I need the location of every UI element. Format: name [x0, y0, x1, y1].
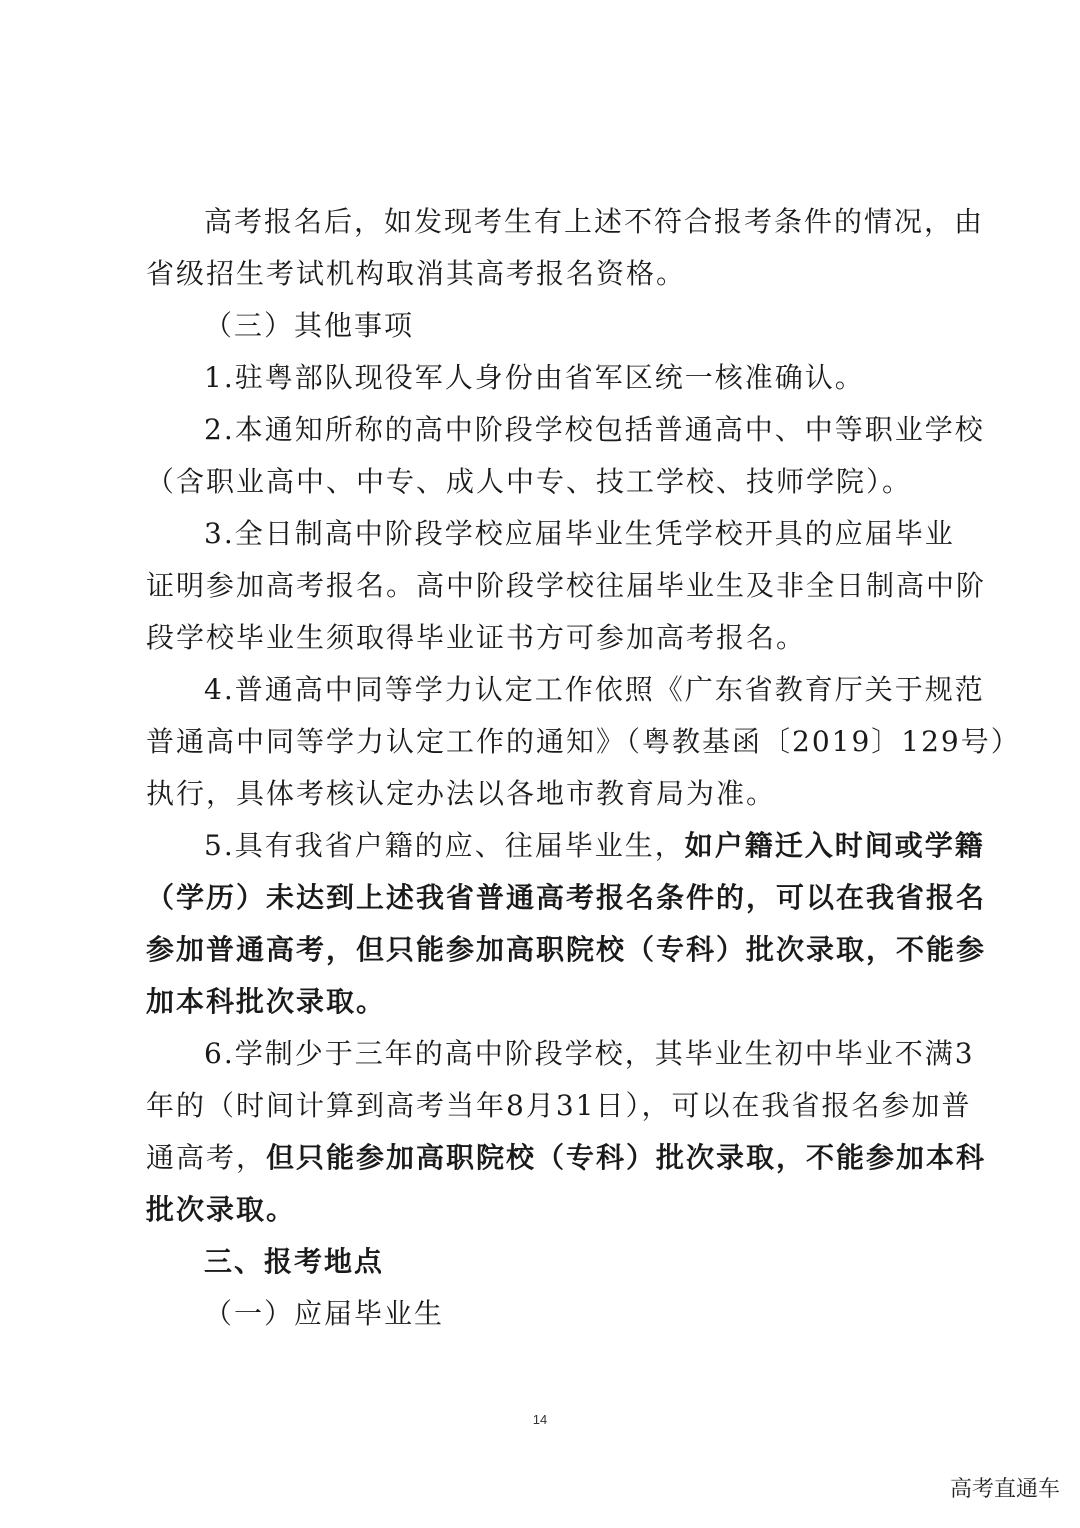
section-heading: 三、报考地点 [204, 1245, 385, 1278]
page-number: 14 [532, 1412, 548, 1427]
text-line-bold: （学历）未达到上述我省普通高考报名条件的，可以在我省报名 [146, 881, 987, 914]
text-bold: 如户籍迁入时间或学籍 [684, 829, 985, 862]
text-bold: 但只能参加高职院校（专科）批次录取，不能参加本科 [266, 1141, 987, 1174]
text-line: 省级招生考试机构取消其高考报名资格。 [146, 257, 687, 290]
text-line: 普通高中同等学力认定工作的通知》（粤教基函〔2019〕129号） [146, 725, 1021, 758]
text-line-mixed [204, 820, 985, 872]
watermark: 高考直通车 [949, 1477, 1060, 1502]
text-line-mixed [146, 1132, 987, 1184]
text-line: 段学校毕业生须取得毕业证书方可参加高考报名。 [146, 621, 807, 654]
subsection-heading: （一）应届毕业生 [204, 1297, 445, 1330]
text-line: 高考报名后，如发现考生有上述不符合报考条件的情况，由 [204, 205, 985, 238]
subsection-heading: （三）其他事项 [204, 309, 415, 342]
text-line: 4.普通高中同等学力认定工作依照《广东省教育厅关于规范 [204, 673, 985, 706]
text-line: 执行，具体考核认定办法以各地市教育局为准。 [146, 777, 777, 810]
text-line-bold: 批次录取。 [146, 1193, 297, 1226]
text-normal: 通高考， [146, 1141, 267, 1174]
text-line-bold: 加本科批次录取。 [146, 985, 387, 1018]
text-line: 2.本通知所称的高中阶段学校包括普通高中、中等职业学校 [204, 413, 985, 446]
text-line-bold: 参加普通高考，但只能参加高职院校（专科）批次录取，不能参 [146, 933, 987, 966]
text-line: 3.全日制高中阶段学校应届毕业生凭学校开具的应届毕业 [204, 517, 955, 550]
text-line: 年的（时间计算到高考当年8月31日），可以在我省报名参加普 [146, 1089, 972, 1122]
text-line: （含职业高中、中专、成人中专、技工学校、技师学院）。 [146, 465, 913, 498]
text-normal: 5.具有我省户籍的应、往届毕业生， [204, 829, 685, 862]
text-line: 1.驻粤部队现役军人身份由省军区统一核准确认。 [204, 361, 865, 394]
text-line: 6.学制少于三年的高中阶段学校，其毕业生初中毕业不满3 [204, 1037, 975, 1070]
text-line: 证明参加高考报名。高中阶段学校往届毕业生及非全日制高中阶 [146, 569, 987, 602]
